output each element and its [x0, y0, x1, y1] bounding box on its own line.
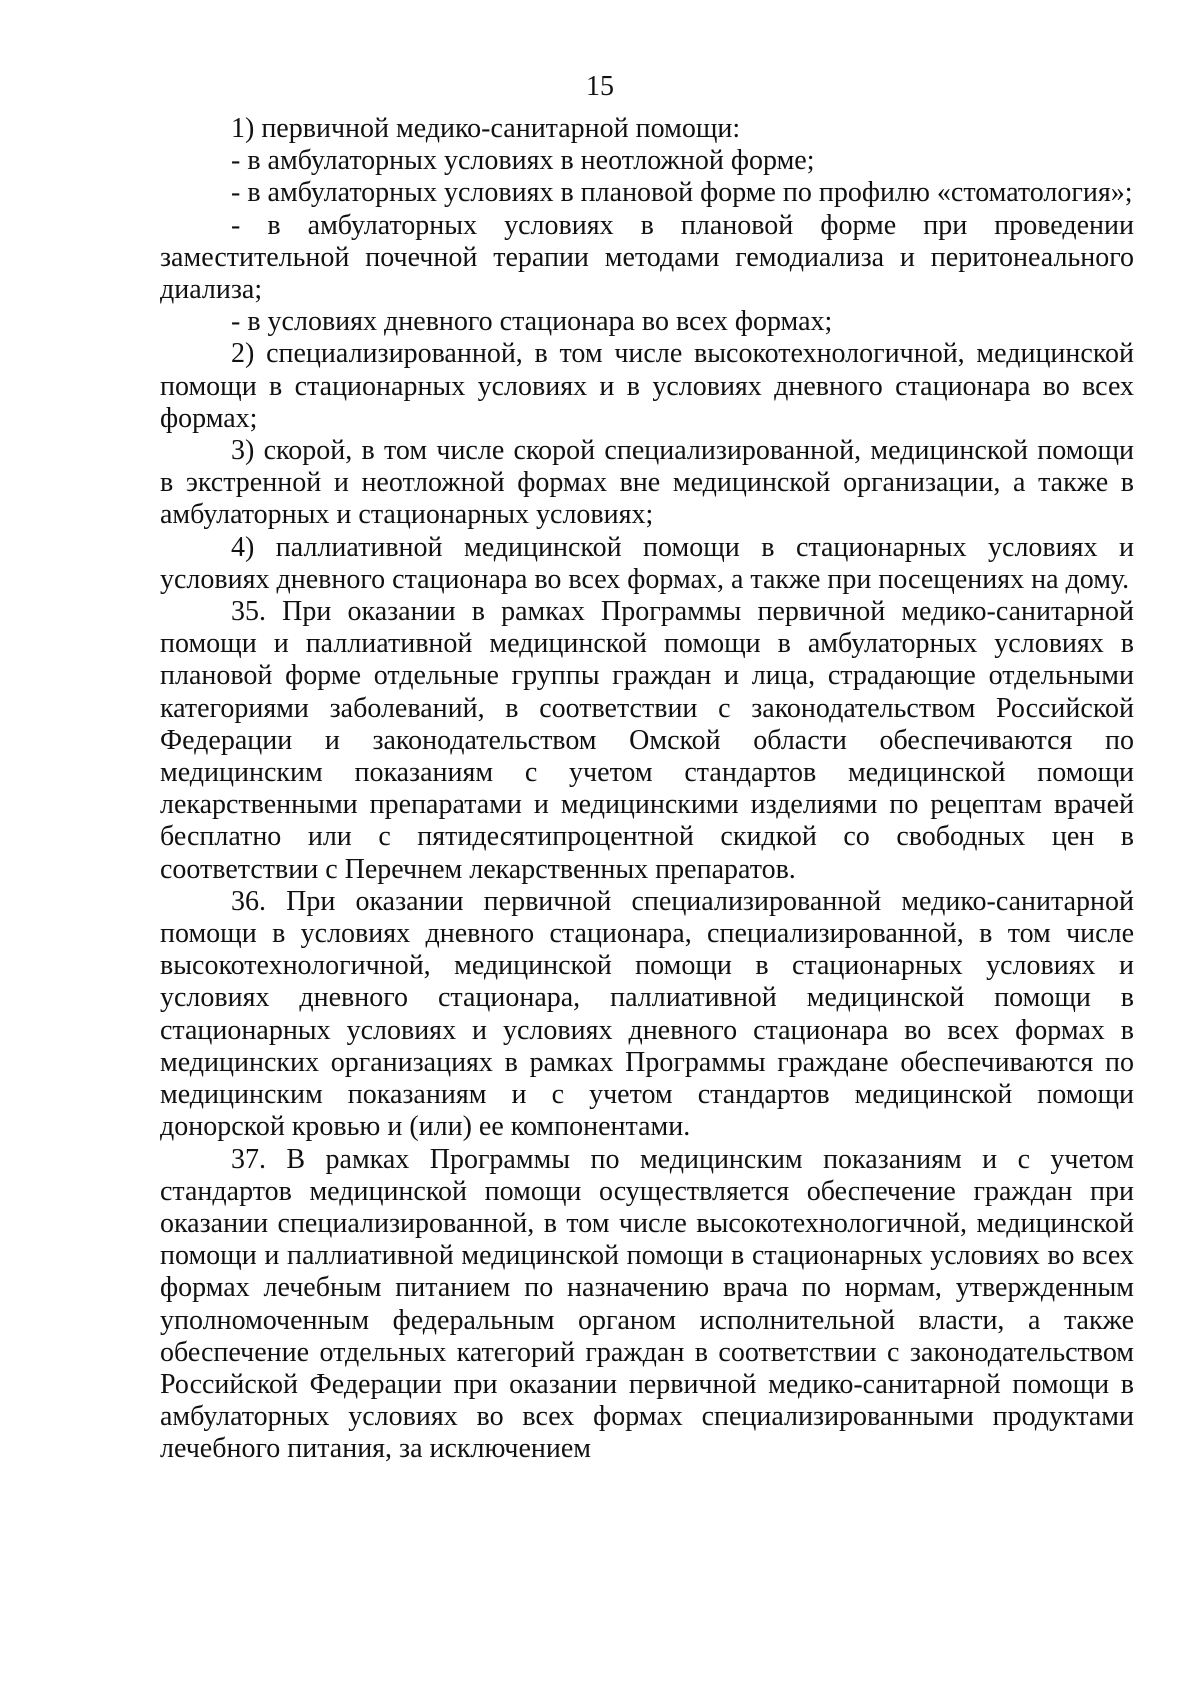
list-item-ambulatory-dialysis: - в амбулаторных условиях в плановой форме при проведении заместительной почечной терапии методами гемодиализа и перитонеального диализа;	[160, 209, 1134, 306]
list-item-day-hospital: - в условиях дневного стационара во всех формах;	[231, 306, 833, 338]
page-number: 15	[586, 71, 614, 102]
document-body	[160, 113, 1134, 1466]
list-item-palliative-care: 4) паллиативной медицинской помощи в стационарных условиях и условиях дневного стационара во всех формах, а также при посещениях на дому.	[160, 531, 1134, 595]
paragraph-36: 36. При оказании первичной специализированной медико-санитарной помощи в условиях дневного стационара, специализированной, в том числе высокотехнологичной, медицинской помощи в стационарных условиях и условиях дневного стационара, паллиативной медицинской помощи в стационарных условиях и условиях дневного стационара во всех формах в медицинских организациях в рамках Программы граждане обеспечиваются по медицинским показаниям и с учетом стандартов медицинской помощи донорской кровью и (или) ее компонентами.	[160, 885, 1134, 1143]
list-item-ambulatory-urgent: - в амбулаторных условиях в неотложной форме;	[231, 145, 815, 177]
list-item-emergency-care: 3) скорой, в том числе скорой специализированной, медицинской помощи в экстренной и неотложной формах вне медицинской организации, а также в амбулаторных и стационарных условиях;	[160, 435, 1134, 531]
paragraph-37: 37. В рамках Программы по медицинским показаниям и с учетом стандартов медицинской помощи осуществляется обеспечение граждан при оказании специализированной, в том числе высокотехнологичной, медицинской помощи и паллиативной медицинской помощи в стационарных условиях во всех формах лечебным питанием по назначению врача по нормам, утвержденным уполномоченным федеральным органом исполнительной власти, а также обеспечение отдельных категорий граждан в соответствии с законодательством Российской Федерации при оказании первичной медико-санитарной помощи в амбулаторных условиях во всех формах специализированными продуктами лечебного питания, за исключением	[160, 1143, 1134, 1465]
list-item-primary-care: 1) первичной медико-санитарной помощи:	[231, 113, 741, 144]
list-item-ambulatory-dentistry: - в амбулаторных условиях в плановой форме по профилю «стоматология»;	[231, 177, 1133, 209]
paragraph-35: 35. При оказании в рамках Программы первичной медико-санитарной помощи и паллиативной медицинской помощи в амбулаторных условиях в плановой форме отдельные группы граждан и лица, страдающие отдельными категориями заболеваний, в соответствии с законодательством Российской Федерации и законодательством Омской области обеспечиваются по медицинским показаниям с учетом стандартов медицинской помощи лекарственными препаратами и медицинскими изделиями по рецептам врачей бесплатно или с пятидесятипроцентной скидкой со свободных цен в соответствии с Перечнем лекарственных препаратов.	[160, 596, 1134, 885]
list-item-specialized-care: 2) специализированной, в том числе высокотехнологичной, медицинской помощи в стационарных условиях и в условиях дневного стационара во всех формах;	[160, 338, 1134, 434]
